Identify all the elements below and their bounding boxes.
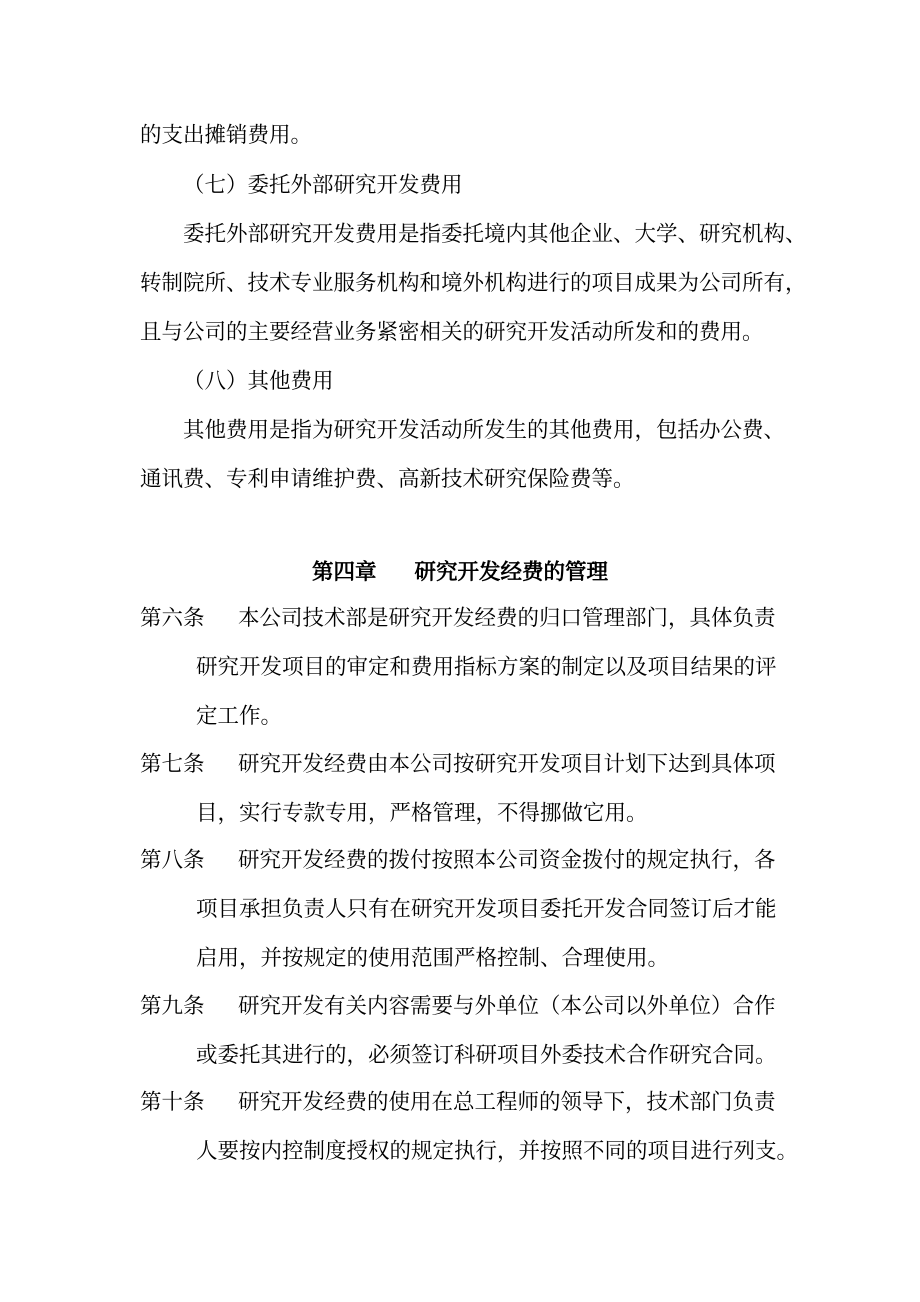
article-text-line: 启用，并按规定的使用范围严格控制、合理使用。 xyxy=(196,946,670,971)
article-text-line: 或委托其进行的，必须签订科研项目外委技术合作研究合同。 xyxy=(196,1043,777,1068)
article-text-line: 研究开发项目的审定和费用指标方案的制定以及项目结果的评 xyxy=(196,655,777,680)
article-text: 本公司技术部是研究开发经费的归口管理部门，具体负责 xyxy=(238,606,776,631)
chapter-number: 第四章 xyxy=(311,560,377,585)
paragraph-line: 转制院所、技术专业服务机构和境外机构进行的项目成果为公司所有， xyxy=(140,271,807,296)
section-heading-8: （八）其他费用 xyxy=(183,369,334,394)
paragraph-line: 其他费用是指为研究开发活动所发生的其他费用，包括办公费、 xyxy=(183,418,786,443)
article-text-line: 定工作。 xyxy=(196,704,283,729)
paragraph-line: 且与公司的主要经营业务紧密相关的研究开发活动所发和的费用。 xyxy=(140,320,764,345)
article-8 xyxy=(140,846,776,876)
article-10 xyxy=(140,1088,776,1118)
paragraph-continuation: 的支出摊销费用。 xyxy=(140,123,313,148)
article-text: 研究开发经费的使用在总工程师的领导下，技术部门负责 xyxy=(238,1090,776,1115)
article-text-line: 项目承担负责人只有在研究开发项目委托开发合同签订后才能 xyxy=(196,897,777,922)
article-number: 第八条 xyxy=(140,848,205,873)
paragraph-line: 通讯费、专利申请维护费、高新技术研究保险费等。 xyxy=(140,467,635,492)
chapter-heading xyxy=(0,558,920,588)
article-text: 研究开发经费的拨付按照本公司资金拨付的规定执行，各 xyxy=(238,848,776,873)
article-text: 研究开发经费由本公司按研究开发项目计划下达到具体项 xyxy=(238,752,776,777)
article-number: 第九条 xyxy=(140,994,205,1019)
article-9 xyxy=(140,992,776,1022)
paragraph-line: 委托外部研究开发费用是指委托境内其他企业、大学、研究机构、 xyxy=(183,222,807,247)
article-number: 第六条 xyxy=(140,606,205,631)
article-text-line: 人要按内控制度授权的规定执行，并按照不同的项目进行列支。 xyxy=(196,1139,799,1164)
article-text-line: 目，实行专款专用，严格管理，不得挪做它用。 xyxy=(196,801,648,826)
chapter-title: 研究开发经费的管理 xyxy=(414,560,609,585)
article-text: 研究开发有关内容需要与外单位（本公司以外单位）合作 xyxy=(238,994,776,1019)
article-number: 第七条 xyxy=(140,752,205,777)
article-6 xyxy=(140,604,776,634)
section-heading-7: （七）委托外部研究开发费用 xyxy=(183,173,463,198)
article-7 xyxy=(140,750,776,780)
article-number: 第十条 xyxy=(140,1090,205,1115)
